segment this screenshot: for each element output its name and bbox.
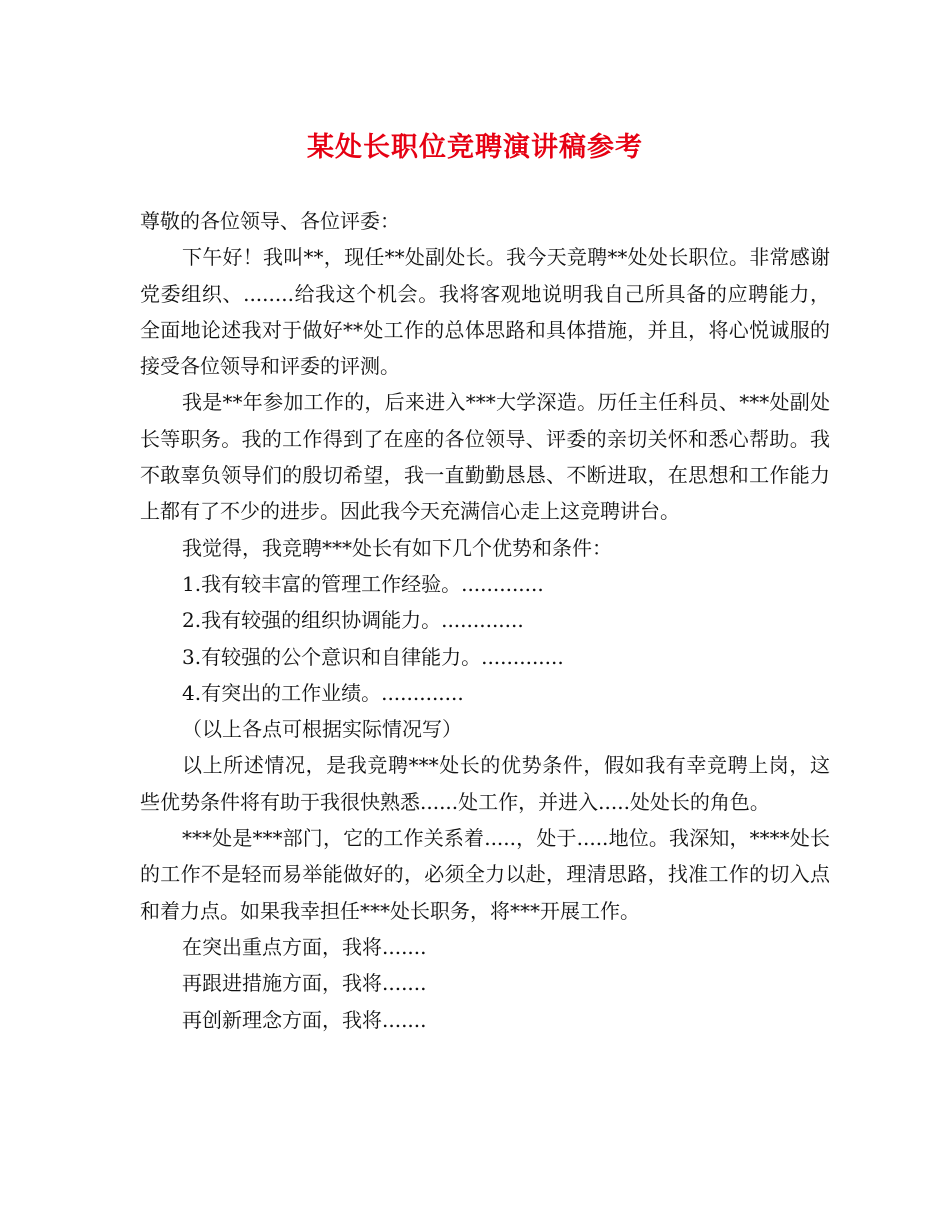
plan-item-focus: 在突出重点方面，我将....... [182, 934, 427, 959]
document-body [140, 203, 830, 1038]
advantage-item-4: 4.有突出的工作业绩。............. [182, 680, 464, 705]
advantage-item-1: 1.我有较丰富的管理工作经验。............. [182, 571, 544, 596]
paragraph-plan: ***处是***部门，它的工作关系着.....，处于.....地位。我深知，****处长的工作不是轻而易举能做好的，必须全力以赴，理清思路，找准工作的切入点和着力点。如果我幸担任***处长职务，将***开展工作。 [140, 826, 830, 923]
advantage-item-2: 2.我有较强的组织协调能力。............. [182, 608, 524, 633]
document-title: 某处长职位竞聘演讲稿参考 [307, 132, 643, 163]
plan-item-measures: 再跟进措施方面，我将....... [182, 971, 427, 996]
plan-item-innovation: 再创新理念方面，我将....... [182, 1007, 427, 1032]
paragraph-greeting: 下午好！我叫**，现任**处副处长。我今天竞聘**处处长职位。非常感谢党委组织、........给我这个机会。我将客观地说明我自己所具备的应聘能力，全面地论述我对于做好**处工作的总体思路和具体措施，并且，将心悦诚服的接受各位领导和评委的评测。 [140, 245, 830, 379]
salutation: 尊敬的各位领导、各位评委： [140, 209, 400, 233]
advantage-item-3: 3.有较强的公个意识和自律能力。............. [182, 644, 564, 669]
advantages-note: （以上各点可根据实际情况写） [182, 717, 462, 742]
paragraph-summary: 以上所述情况，是我竞聘***处长的优势条件，假如我有幸竞聘上岗，这些优势条件将有助于我很快熟悉......处工作，并进入.....处处长的角色。 [140, 753, 830, 814]
paragraph-background: 我是**年参加工作的，后来进入***大学深造。历任主任科员、***处副处长等职务。我的工作得到了在座的各位领导、评委的亲切关怀和悉心帮助。我不敢辜负领导们的殷切希望，我一直勤勤恳恳、不断进取，在思想和工作能力上都有了不少的进步。因此我今天充满信心走上这竞聘讲台。 [140, 390, 830, 524]
paragraph-advantages-intro: 我觉得，我竞聘***处长有如下几个优势和条件： [182, 535, 612, 560]
